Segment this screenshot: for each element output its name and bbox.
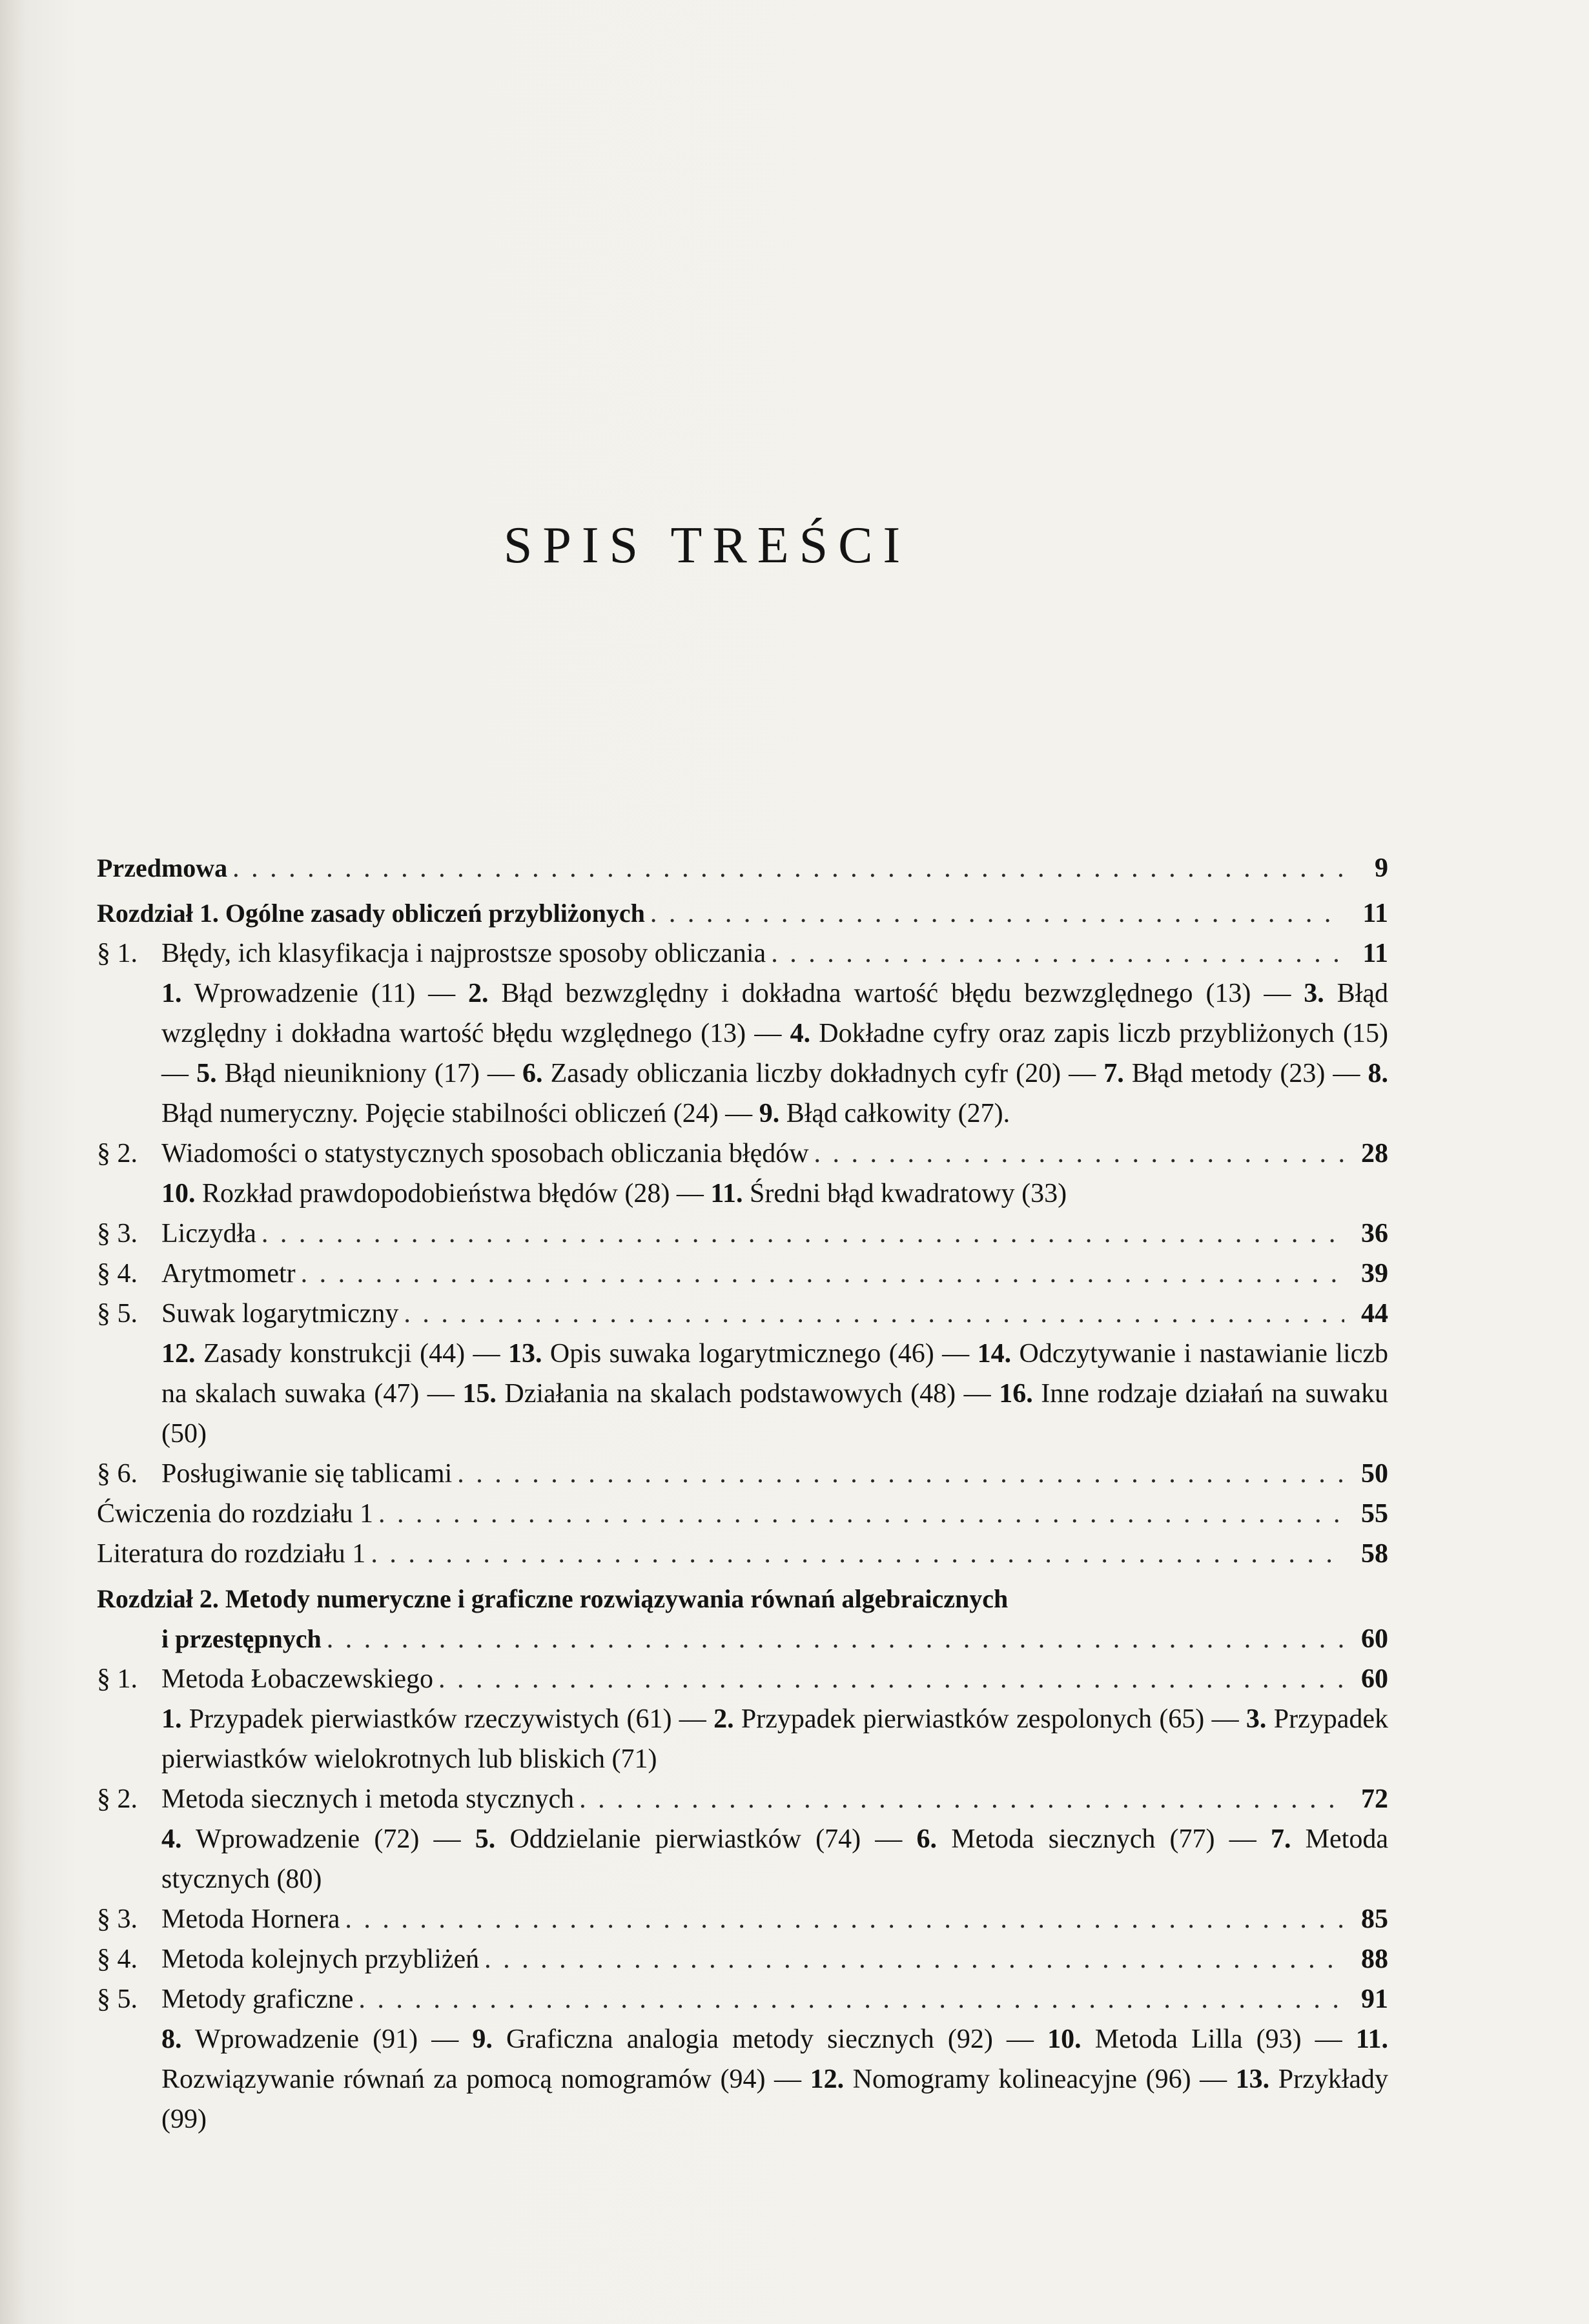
- toc-section: [97, 1214, 1388, 1254]
- toc-page-number: 85: [1361, 1904, 1388, 1934]
- toc-entry-przedmowa: [97, 848, 1388, 888]
- section-contents: 1. Przypadek pierwiastków rzeczywistych (61) — 2. Przypadek pierwiastków zespolonych (65) — 3. Przypadek pierwiastków wielokrotnych lub bliskich (71): [161, 1704, 1389, 1774]
- section-number: § 2.: [97, 1784, 138, 1814]
- section-title: Suwak logarytmiczny: [161, 1299, 399, 1329]
- toc-page-number: 28: [1361, 1139, 1388, 1168]
- toc-page-number: 39: [1361, 1259, 1388, 1289]
- toc-page-number: 72: [1361, 1784, 1388, 1814]
- section-number: § 2.: [97, 1139, 138, 1168]
- section-number: § 4.: [97, 1944, 138, 1974]
- toc-section: [97, 933, 1388, 973]
- toc-entry-literature: [97, 1534, 1388, 1574]
- toc-page-number: 9: [1375, 853, 1388, 883]
- dot-leader: [814, 1134, 1344, 1174]
- dot-leader: [457, 1454, 1344, 1494]
- section-number: § 5.: [97, 1299, 138, 1329]
- toc-entry-exercises: [97, 1494, 1388, 1534]
- toc-section-label: [97, 1294, 398, 1334]
- dot-leader: [232, 848, 1344, 888]
- toc-page-number: 36: [1361, 1219, 1388, 1249]
- section-contents: 12. Zasady konstrukcji (44) — 13. Opis suwaka logarytmicznego (46) — 14. Odczytywanie i nastawianie liczb na skalach suwaka (47) — 15. Działania na skalach podstawowych (48) — 16. Inne rodzaje działań na suwaku (50): [161, 1339, 1388, 1449]
- toc-chapter-title: Rozdział 1. Ogólne zasady obliczeń przybliżonych: [97, 899, 645, 928]
- toc-section-label: [97, 1939, 479, 1979]
- toc-section-label: [97, 933, 766, 973]
- dot-leader: [327, 1619, 1344, 1659]
- dot-leader: [261, 1214, 1344, 1254]
- section-title: Metoda Łobaczewskiego: [161, 1664, 434, 1694]
- toc-section: [97, 1254, 1388, 1294]
- toc-page-number: 44: [1361, 1299, 1388, 1329]
- section-number: § 4.: [97, 1259, 138, 1289]
- toc-page-number: 50: [1361, 1459, 1388, 1489]
- section-title: Metoda kolejnych przybliżeń: [161, 1944, 480, 1974]
- toc-entry-label: Przedmowa: [97, 853, 228, 882]
- dot-leader: [345, 1899, 1344, 1939]
- section-title: Metoda Hornera: [161, 1904, 340, 1934]
- toc-section: [97, 1899, 1388, 1939]
- dot-leader: [650, 893, 1344, 933]
- section-title: Wiadomości o statystycznych sposobach obliczania błędów: [161, 1139, 809, 1168]
- section-number: § 3.: [97, 1904, 138, 1934]
- section-contents: 10. Rozkład prawdopodobieństwa błędów (28) — 11. Średni błąd kwadratowy (33): [161, 1179, 1067, 1208]
- toc-section-label: [97, 1454, 452, 1494]
- dot-leader: [358, 1979, 1344, 2019]
- toc-section: [97, 1779, 1388, 1819]
- dot-leader: [484, 1939, 1344, 1979]
- toc-entry-label: Literatura do rozdziału 1: [97, 1539, 366, 1569]
- dot-leader: [301, 1254, 1344, 1294]
- toc-section-label: [97, 1254, 296, 1294]
- toc-page-number: 91: [1361, 1984, 1388, 2014]
- toc-section-label: [97, 1134, 809, 1174]
- section-title: Arytmometr: [161, 1259, 296, 1289]
- dot-leader: [438, 1659, 1344, 1699]
- section-number: § 1.: [97, 939, 138, 968]
- toc-section: [97, 1939, 1388, 1979]
- dot-leader: [771, 933, 1344, 973]
- toc-section-label: [97, 1979, 353, 2019]
- toc-section: [97, 1294, 1388, 1334]
- section-title: Metody graficzne: [161, 1984, 354, 2014]
- toc-chapter-title-cont: i przestępnych: [161, 1624, 322, 1653]
- toc-chapter-2-line1: [97, 1579, 1388, 1619]
- toc-chapter-title: Rozdział 2. Metody numeryczne i graficzne rozwiązywania równań algebraicznych: [97, 1584, 1009, 1613]
- section-number: § 5.: [97, 1984, 138, 2014]
- toc-section: [97, 1659, 1388, 1699]
- section-number: § 3.: [97, 1219, 138, 1249]
- section-number: § 1.: [97, 1664, 138, 1694]
- toc-entry-label: Ćwiczenia do rozdziału 1: [97, 1499, 373, 1529]
- toc-page-number: 60: [1361, 1624, 1388, 1654]
- toc-section-label: [97, 1659, 433, 1699]
- page-title: SPIS TREŚCI: [503, 517, 911, 574]
- dot-leader: [378, 1494, 1344, 1534]
- section-title: Błędy, ich klasyfikacja i najprostsze sposoby obliczania: [161, 939, 766, 968]
- toc-chapter-1: [97, 893, 1388, 933]
- toc-section: [97, 1134, 1388, 1174]
- section-title: Posługiwanie się tablicami: [161, 1459, 453, 1489]
- dot-leader: [404, 1294, 1344, 1334]
- toc-section: [97, 1979, 1388, 2019]
- toc-section: [97, 1454, 1388, 1494]
- toc-page-number: 88: [1361, 1944, 1388, 1974]
- toc-section-label: [97, 1779, 574, 1819]
- toc-section-label: [97, 1214, 256, 1254]
- toc-page-number: 58: [1361, 1539, 1388, 1569]
- section-contents: 1. Wprowadzenie (11) — 2. Błąd bezwzględny i dokładna wartość błędu bezwzględnego (13) — 3. Błąd względny i dokładna wartość błędu względnego (13) — 4. Dokładne cyfry oraz zapis liczb przybliżonych (15) — 5. Błąd nieunikniony (17) — 6. Zasady obliczania liczby dokładnych cyfr (20) — 7. Błąd metody (23) — 8. Błąd numeryczny. Pojęcie stabilności obliczeń (24) — 9. Błąd całkowity (27).: [161, 979, 1388, 1128]
- section-title: Liczydła: [161, 1219, 256, 1249]
- section-contents: 8. Wprowadzenie (91) — 9. Graficzna analogia metody siecznych (92) — 10. Metoda Lilla (93) — 11. Rozwiązywanie równań za pomocą nomogramów (94) — 12. Nomogramy kolineacyjne (96) — 13. Przykłady (99): [161, 2024, 1389, 2134]
- table-of-contents: [97, 848, 1388, 2139]
- toc-page-number: 60: [1361, 1664, 1388, 1694]
- toc-page-number: 11: [1362, 939, 1388, 968]
- dot-leader: [579, 1779, 1344, 1819]
- dot-leader: [371, 1534, 1344, 1574]
- section-contents: 4. Wprowadzenie (72) — 5. Oddzielanie pierwiastków (74) — 6. Metoda siecznych (77) — 7. Metoda stycznych (80): [161, 1824, 1388, 1894]
- toc-section-label: [97, 1899, 340, 1939]
- section-title: Metoda siecznych i metoda stycznych: [161, 1784, 575, 1814]
- toc-page-number: 55: [1361, 1499, 1388, 1529]
- section-number: § 6.: [97, 1459, 138, 1489]
- toc-page-number: 11: [1362, 899, 1388, 928]
- toc-chapter-2-line2: [97, 1619, 1388, 1659]
